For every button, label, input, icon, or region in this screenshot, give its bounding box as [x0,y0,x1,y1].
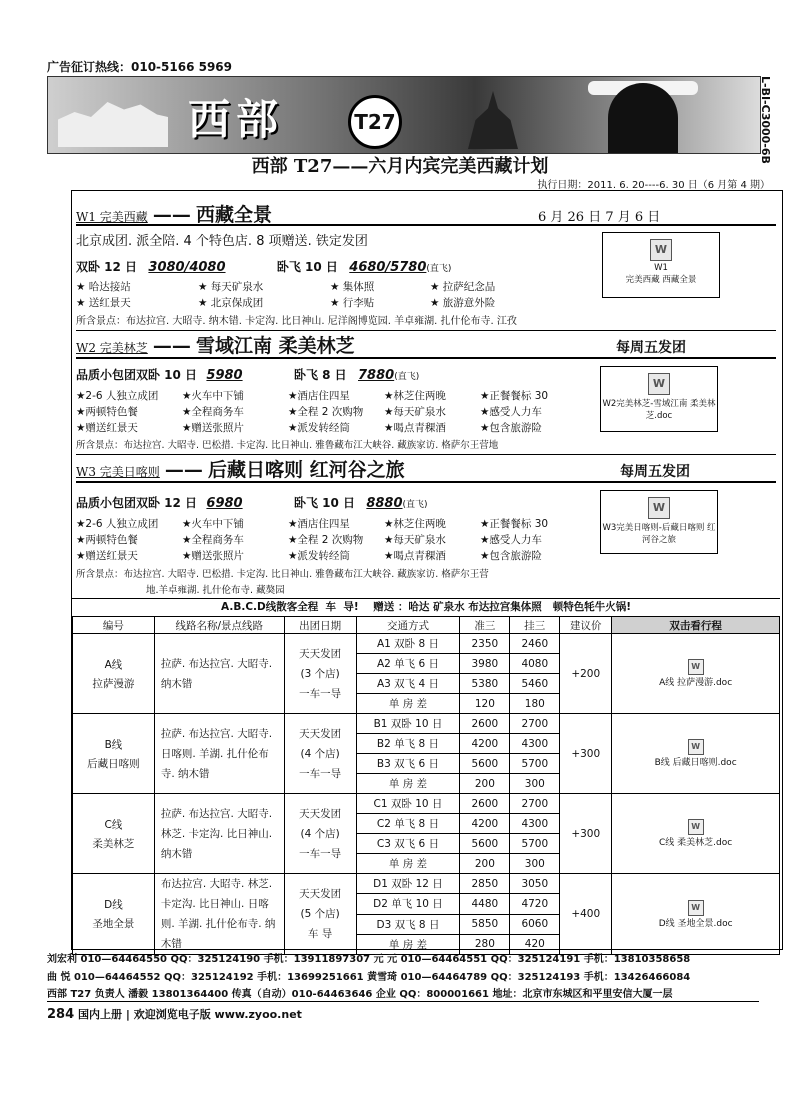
suggested-price-cell: +200 [560,634,612,714]
w3-price-a: 6980 [206,496,243,511]
notice-bar: A.B.C.D线散客全程 车 导! 赠送 ：哈达 矿泉水 布达拉宫集体照 顿特色牦牛火锅! [72,598,780,617]
price-3star-listed-cell: 5460 [510,674,560,694]
w2-doc-link[interactable]: W W2完美林芝-雪域江南 柔美林芝.doc [600,366,718,432]
word-doc-icon: W [648,497,670,519]
w2-schedule: 每周五发团 [616,340,686,356]
contact-line-2: 曲 悦 010—64464552 QQ：325124192 手机：13699251661 黄雪琦 010—64464789 QQ：325124193 手机：13426466084 [47,972,691,983]
w1-code: W1 完美西藏 [76,210,148,224]
price-3star-cell: 2600 [460,714,510,734]
itinerary-doc-link[interactable]: W A线 拉萨漫游.doc [612,634,780,714]
w1-sights: 所含景点：布达拉宫. 大昭寺. 纳木错. 卡定沟. 比日神山. 尼洋阁博览园. 羊卓雍湖. 扎什伦布寺. 江孜 [76,316,517,327]
depart-cell: 天天发团 (3 个店) 一车一导 [284,634,356,714]
price-3star-listed-cell: 3050 [510,874,560,894]
w3-code: W3 完美日喀则 [76,465,160,479]
transport-cell: 单 房 差 [356,694,460,714]
potala-palace-image [58,97,168,147]
transport-cell: B1 双卧 10 日 [356,714,460,734]
w3-header: W3 完美日喀则 —— 后藏日喀则 红河谷之旅 每周五发团 [76,454,776,483]
word-doc-icon: W [650,239,672,261]
banner-side-code: L-BI-C3000-6B [759,76,772,164]
transport-cell: B3 双飞 6 日 [356,754,460,774]
word-doc-icon: W [688,819,704,835]
w1-doc-link[interactable]: W W1 完美西藏 西藏全景 [602,232,720,298]
suggested-price-cell: +300 [560,714,612,794]
line-id-cell: C线 柔美林芝 [73,794,155,874]
transport-cell: D2 单飞 10 日 [356,894,460,914]
w2-prices: 品质小包团双卧 10 日 5980 卧飞 8 日 7880(直飞) [76,368,420,383]
w3-features-2: ★两顿特色餐 ★全程商务车 ★全程 2 次购物 ★每天矿泉水 ★感受人力车 [76,534,542,546]
w3-prices: 品质小包团双卧 12 日 6980 卧飞 10 日 8880(直飞) [76,496,428,511]
w1-header: W1 完美西藏 —— 西藏全景 6 月 26 日 7 月 6 日 [76,200,776,226]
price-3star-cell: 2600 [460,794,510,814]
price-3star-cell: 120 [460,694,510,714]
price-3star-listed-cell: 300 [510,774,560,794]
price-3star-cell: 200 [460,854,510,874]
w2-features-1: ★2-6 人独立成团 ★火车中下铺 ★酒店住四星 ★林芝住两晚 ★正餐餐标 30 [76,390,549,402]
transport-cell: B2 单飞 8 日 [356,734,460,754]
w1-line1: 北京成团. 派全陪. 4 个特色店. 8 项赠送. 铁定发团 [76,234,368,249]
w3-features-1: ★2-6 人独立成团 ★火车中下铺 ★酒店住四星 ★林芝住两晚 ★正餐餐标 30 [76,518,549,530]
tibetan-girl-image [608,83,678,153]
line-id-cell: B线 后藏日喀则 [73,714,155,794]
w1-features-1: ★ 哈达接站 ★ 每天矿泉水 ★ 集体照 ★ 拉萨纪念品 [76,281,496,293]
price-3star-listed-cell: 2460 [510,634,560,654]
price-3star-listed-cell: 420 [510,934,560,954]
w2-features-3: ★赠送红景天 ★赠送张照片 ★派发转经筒 ★喝点青稞酒 ★包含旅游险 [76,422,542,434]
price-3star-cell: 5850 [460,914,510,934]
suggested-price-cell: +400 [560,874,612,955]
itinerary-doc-link[interactable]: W B线 后藏日喀则.doc [612,714,780,794]
w3-name: 后藏日喀则 红河谷之旅 [207,459,405,481]
route-cell: 拉萨. 布达拉宫. 大昭寺. 日喀则. 羊湖. 扎什伦布寺. 纳木错 [154,714,284,794]
w2-code: W2 完美林芝 [76,341,148,355]
footer-divider [47,1001,759,1002]
table-row [73,874,780,894]
route-cell: 拉萨. 布达拉宫. 大昭寺. 林芝. 卡定沟. 比日神山. 纳木错 [154,794,284,874]
itinerary-doc-link[interactable]: W C线 柔美林芝.doc [612,794,780,874]
route-table [72,616,780,955]
ad-hotline: 广告征订热线：010-5166 5969 [47,60,233,74]
stupa-image [468,91,518,149]
price-3star-listed-cell: 4720 [510,894,560,914]
page-footer: 284 国内上册 | 欢迎浏览电子版 www.zyoo.net [47,1007,302,1022]
contact-line-1: 刘宏利 010—64464550 QQ：325124190 手机：13911897307 元 元 010—64464551 QQ：325124191 手机：13810358658 [47,954,691,965]
price-3star-listed-cell: 180 [510,694,560,714]
w3-features-3: ★赠送红景天 ★赠送张照片 ★派发转经筒 ★喝点青稞酒 ★包含旅游险 [76,550,542,562]
price-3star-cell: 5380 [460,674,510,694]
word-doc-icon: W [688,659,704,675]
word-doc-icon: W [688,900,704,916]
w1-price-a: 3080/4080 [148,260,226,275]
table-header-row: 编号 线路名称/景点线路 出团日期 交通方式 准三 挂三 建议价 双击看行程 [73,617,780,634]
table-row [73,794,780,814]
price-3star-listed-cell: 4080 [510,654,560,674]
price-3star-cell: 2850 [460,874,510,894]
word-doc-icon: W [688,739,704,755]
transport-cell: C1 双卧 10 日 [356,794,460,814]
price-3star-listed-cell: 4300 [510,814,560,834]
price-3star-cell: 3980 [460,654,510,674]
w3-sights-2: 地.羊卓雍湖. 扎什伦布寺. 藏獒园 [146,585,285,596]
transport-cell: 单 房 差 [356,934,460,954]
price-3star-cell: 280 [460,934,510,954]
w3-doc-link[interactable]: W W3完美日喀则-后藏日喀则 红河谷之旅 [600,490,718,554]
transport-cell: A2 单飞 6 日 [356,654,460,674]
w2-header: W2 完美林芝 —— 雪域江南 柔美林芝 每周五发团 [76,330,776,359]
w2-features-2: ★两顿特色餐 ★全程商务车 ★全程 2 次购物 ★每天矿泉水 ★感受人力车 [76,406,542,418]
w2-name: 雪域江南 柔美林芝 [195,335,355,357]
banner [47,76,761,154]
price-3star-listed-cell: 4300 [510,734,560,754]
double-click-itinerary-header: 双击看行程 [612,617,780,634]
price-3star-listed-cell: 6060 [510,914,560,934]
w1-price-b: 4680/5780 [349,260,427,275]
w3-sights-1: 所含景点：布达拉宫. 大昭寺. 巴松措. 卡定沟. 比日神山. 雅鲁藏布江大峡谷. 藏族家访. 格萨尔王营 [76,569,489,580]
route-cell: 拉萨. 布达拉宫. 大昭寺. 纳木错 [154,634,284,714]
transport-cell: C3 双飞 6 日 [356,834,460,854]
price-3star-cell: 5600 [460,834,510,854]
word-doc-icon: W [648,373,670,395]
transport-cell: D1 双卧 12 日 [356,874,460,894]
price-3star-listed-cell: 2700 [510,714,560,734]
website-link[interactable]: 欢迎浏览电子版 www.zyoo.net [133,1008,302,1021]
price-3star-cell: 200 [460,774,510,794]
w2-price-b: 7880 [358,368,395,383]
price-3star-cell: 4200 [460,734,510,754]
price-3star-listed-cell: 300 [510,854,560,874]
page-number: 284 [47,1007,75,1022]
depart-cell: 天天发团 (4 个店) 一车一导 [284,714,356,794]
table-row [73,714,780,734]
line-id-cell: D线 圣地全景 [73,874,155,955]
transport-cell: A3 双飞 4 日 [356,674,460,694]
price-3star-listed-cell: 5700 [510,754,560,774]
w1-dates: 6 月 26 日 7 月 6 日 [538,210,661,225]
banner-code: T27 [348,95,402,149]
w3-price-b: 8880 [366,496,403,511]
transport-cell: C2 单飞 8 日 [356,814,460,834]
w1-prices: 双卧 12 日 3080/4080 卧飞 10 日 4680/5780(直飞) [76,260,452,275]
line-id-cell: A线 拉萨漫游 [73,634,155,714]
execution-date: 执行日期：2011. 6. 20----6. 30 日（6 月第 4 期） [537,180,770,191]
route-cell: 布达拉宫. 大昭寺. 林芝. 卡定沟. 比日神山. 日喀则. 羊湖. 扎什伦布寺. 纳木错 [154,874,284,955]
transport-cell: 单 房 差 [356,774,460,794]
w2-price-a: 5980 [206,368,243,383]
price-3star-cell: 4200 [460,814,510,834]
table-row [73,634,780,654]
depart-cell: 天天发团 (4 个店) 一车一导 [284,794,356,874]
price-3star-listed-cell: 5700 [510,834,560,854]
suggested-price-cell: +300 [560,794,612,874]
price-3star-cell: 5600 [460,754,510,774]
itinerary-doc-link[interactable]: W D线 圣地全景.doc [612,874,780,955]
banner-logo: 西部 [188,95,285,144]
price-3star-listed-cell: 2700 [510,794,560,814]
page-title: 西部 T27——六月内宾完美西藏计划 [251,156,549,177]
w2-sights: 所含景点：布达拉宫. 大昭寺. 巴松措. 卡定沟. 比日神山. 雅鲁藏布江大峡谷. 藏族家访. 格萨尔王营地 [76,440,499,451]
contact-line-3: 西部 T27 负责人 潘毅 13801364400 传真（自动）010-64463646 企业 QQ：800001661 地址：北京市东城区和平里安信大厦一层 [47,989,673,1000]
w1-name: 西藏全景 [195,204,272,226]
w3-schedule: 每周五发团 [620,464,690,480]
transport-cell: A1 双卧 8 日 [356,634,460,654]
price-3star-cell: 4480 [460,894,510,914]
depart-cell: 天天发团 (5 个店) 车 导 [284,874,356,955]
transport-cell: 单 房 差 [356,854,460,874]
transport-cell: D3 双飞 8 日 [356,914,460,934]
price-3star-cell: 2350 [460,634,510,654]
w1-features-2: ★ 送红景天 ★ 北京保成团 ★ 行李贴 ★ 旅游意外险 [76,297,496,309]
